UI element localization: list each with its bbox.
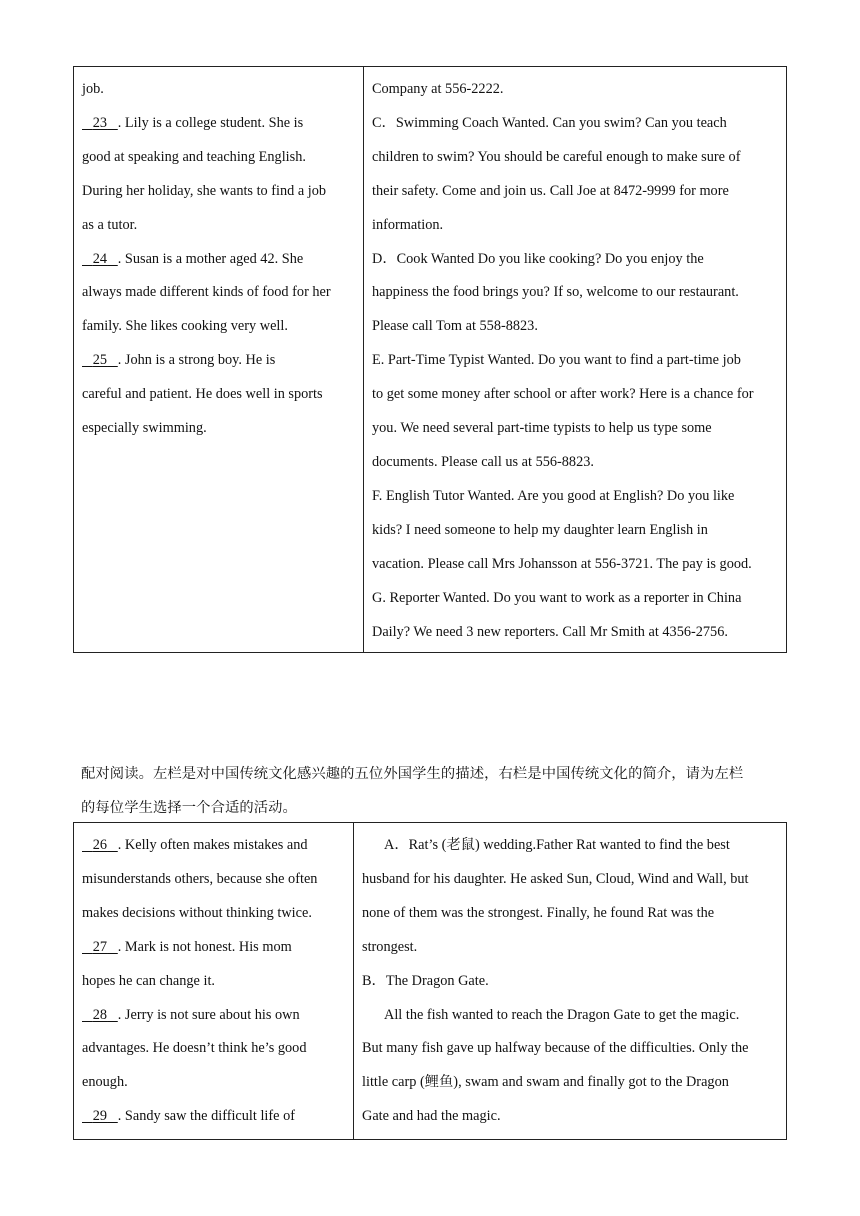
option-line: Please call Tom at 558-8823. (372, 318, 538, 335)
table1-right-column (364, 67, 786, 649)
description-text: makes decisions without thinking twice. (82, 904, 312, 921)
description-line (82, 965, 345, 999)
question-number: 28 (92, 1006, 108, 1023)
question-number: 24 (92, 250, 108, 267)
answer-blank-29[interactable] (82, 1100, 118, 1134)
description-text: as a tutor. (82, 216, 138, 233)
question-number: 23 (92, 114, 108, 131)
option-line: children to swim? You should be careful enough to make sure of (372, 148, 741, 165)
story-line: little carp (鲤鱼), swam and swam and finally got to the Dragon (362, 1074, 729, 1091)
instruction-line-2: 的每位学生选择一个合适的活动。 (81, 799, 297, 816)
description-text: family. She likes cooking very well. (82, 318, 288, 335)
option-line: C．Swimming Coach Wanted. Can you swim? Can you teach (372, 114, 727, 131)
option-line: to get some money after school or after work? Here is a chance for (372, 386, 754, 403)
question-25 (82, 344, 355, 378)
option-line: D．Cook Wanted Do you like cooking? Do you enjoy the (372, 250, 704, 267)
story-line: Gate and had the magic. (362, 1108, 501, 1125)
answer-blank-27[interactable] (82, 931, 118, 965)
question-number: 27 (92, 938, 108, 955)
option-line: Daily? We need 3 new reporters. Call Mr Smith at 4356-2756. (372, 623, 728, 640)
description-line (82, 175, 355, 209)
answer-blank-23[interactable] (82, 107, 118, 141)
question-number: 25 (92, 352, 108, 369)
description-text: hopes he can change it. (82, 972, 215, 989)
description-line (82, 1032, 345, 1066)
story-line: A．Rat’s (老鼠) wedding.Father Rat wanted to find the best (384, 837, 730, 853)
table1-right-cell (364, 67, 787, 653)
question-26 (82, 829, 345, 863)
story-line: none of them was the strongest. Finally, he found Rat was the (362, 904, 715, 921)
description-text: especially swimming. (82, 420, 207, 437)
option-line: happiness the food brings you? If so, welcome to our restaurant. (372, 284, 739, 301)
question-number: 26 (92, 837, 108, 853)
description-text: . Mark is not honest. His mom (117, 938, 292, 955)
description-line (82, 897, 345, 931)
story-line: husband for his daughter. He asked Sun, Cloud, Wind and Wall, but (362, 870, 749, 887)
matching-table-1 (73, 66, 787, 653)
question-number: 29 (92, 1108, 108, 1125)
description-line (82, 141, 355, 175)
description-text: enough. (82, 1074, 128, 1091)
description-line (82, 863, 345, 897)
option-line: vacation. Please call Mrs Johansson at 556-3721. The pay is good. (372, 555, 752, 572)
description-text: . Lily is a college student. She is (117, 114, 304, 131)
description-text: job. (82, 81, 104, 97)
answer-blank-25[interactable] (82, 344, 118, 378)
option-line: F. English Tutor Wanted. Are you good at English? Do you like (372, 487, 735, 504)
description-line (82, 73, 355, 107)
question-27 (82, 931, 345, 965)
option-line: G. Reporter Wanted. Do you want to work as a reporter in China (372, 589, 742, 606)
question-28 (82, 999, 345, 1033)
story-line: strongest. (362, 938, 418, 955)
option-line: documents. Please call us at 556-8823. (372, 453, 594, 470)
answer-blank-26[interactable] (82, 829, 118, 863)
story-line: But many fish gave up halfway because of the difficulties. Only the (362, 1040, 749, 1057)
description-text: . Susan is a mother aged 42. She (117, 250, 304, 267)
description-text: During her holiday, she wants to find a job (82, 182, 327, 199)
option-line: you. We need several part-time typists to help us type some (372, 420, 712, 437)
table2-right-cell (354, 823, 787, 1140)
story-line: B．The Dragon Gate. (362, 972, 489, 989)
description-line (82, 1066, 345, 1100)
question-29 (82, 1100, 345, 1134)
option-line: their safety. Come and join us. Call Joe at 8472-9999 for more (372, 182, 729, 199)
option-line: information. (372, 216, 444, 233)
description-text: advantages. He doesn’t think he’s good (82, 1040, 307, 1057)
option-line: E. Part-Time Typist Wanted. Do you want to find a part-time job (372, 352, 741, 369)
answer-blank-28[interactable] (82, 999, 118, 1033)
option-line: kids? I need someone to help my daughter learn English in (372, 521, 708, 538)
table2-right-column (354, 823, 786, 1134)
table1-left-cell (74, 67, 364, 653)
description-line (82, 310, 355, 344)
description-text: good at speaking and teaching English. (82, 148, 306, 165)
instruction-line-1: 配对阅读。左栏是对中国传统文化感兴趣的五位外国学生的描述，右栏是中国传统文化的简介，请为左栏 (81, 766, 744, 782)
table1-left-column (74, 67, 363, 446)
description-text: . Sandy saw the difficult life of (117, 1108, 295, 1125)
description-line (82, 378, 355, 412)
description-text: misunderstands others, because she often (82, 870, 318, 887)
question-23 (82, 107, 355, 141)
section-instruction (81, 758, 786, 826)
description-line (82, 276, 355, 310)
description-text: always made different kinds of food for her (82, 284, 331, 301)
table2-left-cell (74, 823, 354, 1140)
description-line (82, 412, 355, 446)
description-text: . Jerry is not sure about his own (117, 1006, 300, 1023)
matching-table-2 (73, 822, 787, 1140)
table2-left-column (74, 823, 353, 1134)
option-line: Company at 556-2222. (372, 81, 504, 97)
description-text: . Kelly often makes mistakes and (117, 837, 308, 853)
story-line: All the fish wanted to reach the Dragon Gate to get the magic. (384, 1006, 740, 1023)
description-text: . John is a strong boy. He is (117, 352, 276, 369)
description-line (82, 209, 355, 243)
question-24 (82, 243, 355, 277)
answer-blank-24[interactable] (82, 243, 118, 277)
description-text: careful and patient. He does well in sports (82, 386, 323, 403)
